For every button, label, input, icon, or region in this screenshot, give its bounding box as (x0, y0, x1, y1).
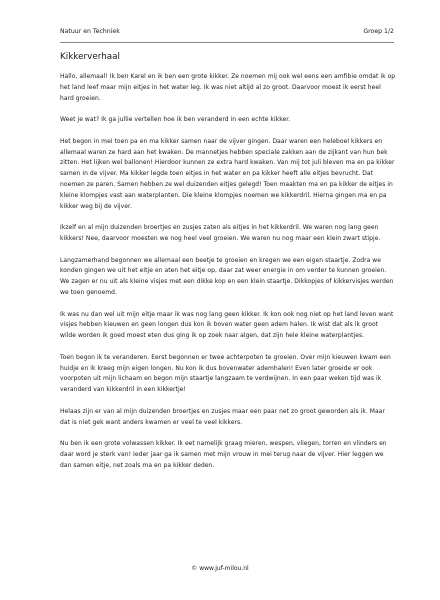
copyright-footer: © www.juf-milou.nl (191, 565, 249, 572)
story-body (60, 72, 396, 482)
paragraph: Het begon in mei toen pa en ma kikker samen naar de vijver gingen. Daar waren een heleboel kikkers en allemaal waren ze hard aan het kwaken. De mannetjes hebben speciale zakken aan de zijkant van hun bek zitten. Het lijken wel ballonen! Hierdoor kunnen ze extra hard kwaken. Van mij tot juli bleven ma en pa kikker samen in de vijver. Ma kikker legde toen eitjes in het water en pa kikker heeft alle eitjes bevrucht. Dat noemen ze paren. Samen hebben ze wel duizenden eitjes gelegd! Toen maakten ma en pa kikker de eitjes in kleine klompjes vast aan waterplanten. Die kleine klompjes noemen we kikkerdril. Hierna gingen ma en pa kikker weg bij de vijver. (60, 137, 395, 210)
paragraph: Helaas zijn er van al mijn duizenden broertjes en zusjes maar een paar net zo groot geworden als ik. Maar dat is niet gek want anders kwamen er veel te veel kikkers. (60, 407, 385, 426)
paragraph: Hallo, allemaal! Ik ben Karel en ik ben een grote kikker. Ze noemen mij ook wel eens een amfibie omdat ik op het land leef maar mijn eitjes in het water leg. Ik was niet altijd al zo groot. Daarvoor moest ik eerst heel hard groeien. (60, 73, 396, 102)
group-label: Groep 1/2 (363, 28, 394, 35)
paragraph: Toen begon ik te veranderen. Eerst begonnen er twee achterpoten te groeien. Over mijn kieuwen kwam een huidje en ik kreeg mijn eigen longen. Nu kon ik dus bovenwater ademhalen! Even later groeide er ook voorpoten uit mijn lichaam en begon mijn staartje langzaam te verdwijnen. In een paar weken tijd was ik veranderd van kikkerdril in een kikkertje! (60, 353, 391, 394)
paragraph: Ikzelf en al mijn duizenden broertjes en zusjes zaten als eitjes in het kikkerdril. We waren nog lang geen kikkers! Nee, daarvoor moesten we nog heel veel groeien. We waren nu nog maar een klein zwart stipje. (60, 224, 381, 242)
paragraph: Nu ben ik een grote volwassen kikker. Ik eet namelijk graag mieren, wespen, vliegen, torren en vlinders en daar word je sterk van! Ieder jaar ga ik samen met mijn vrouw in mei terug naar de vijver. Hier leggen we dan samen eitje, net zoals ma en pa kikker deden. (60, 440, 387, 469)
paragraph: Langzamerhand begonnen we allemaal een beetje te groeien en kregen we een eigen staartje. Zodra we konden gingen we uit het eitje en aten het eitje op, daar zat weer energie in om verder te kunnen groeien. We zagen er nu uit als kleine visjes met een dikke kop en een klein staartje. Dikkopjes of kikkervisjes werden we toen genoemd. (60, 256, 394, 296)
page-title: Kikkerverhaal (60, 52, 120, 62)
subject-label: Natuur en Techniek (60, 28, 120, 35)
paragraph: Weet je wat? Ik ga jullie vertellen hoe ik ben veranderd in een echte kikker. (60, 116, 291, 124)
page-header (60, 28, 394, 43)
paragraph: Ik was nu dan wel uit mijn eitje maar ik was nog lang geen kikker. Ik kon ook nog niet op het land leven want visjes hebben kieuwen en geen longen dus kon ik boven water geen adem halen. Ik wist dat als ik groot wilde worden ik goed moest eten dus ging ik op zoek naar algen, dat zijn hele kleine waterplantjes. (60, 310, 394, 340)
